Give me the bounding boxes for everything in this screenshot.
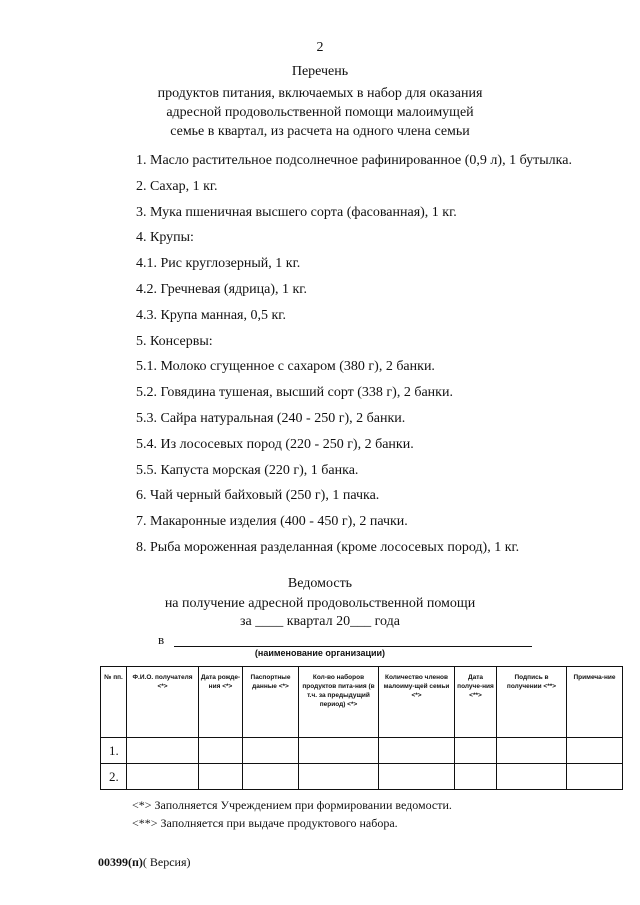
table-cell: 2. bbox=[101, 764, 127, 790]
column-header: Паспортные данные <*> bbox=[243, 667, 299, 738]
list-item: 6. Чай черный байховый (250 г), 1 пачка. bbox=[136, 488, 380, 504]
table-row bbox=[101, 764, 623, 790]
product-list bbox=[136, 152, 626, 565]
table-cell bbox=[567, 738, 623, 764]
list-item: 1. Масло растительное подсолнечное рафинированное (0,9 л), 1 бутылка. bbox=[136, 153, 572, 168]
table-cell bbox=[455, 738, 497, 764]
organization-caption: (наименование организации) bbox=[254, 648, 386, 658]
list-item: 8. Рыба мороженная разделанная (кроме лососевых пород), 1 кг. bbox=[136, 539, 520, 555]
table-cell bbox=[299, 764, 379, 790]
footnotes bbox=[132, 796, 452, 832]
list-subtitle-line: продуктов питания, включаемых в набор для оказания bbox=[157, 86, 483, 101]
list-item: 2. Сахар, 1 кг. bbox=[136, 178, 218, 194]
table-cell bbox=[199, 738, 243, 764]
list-title: Перечень bbox=[291, 64, 349, 79]
table-cell bbox=[243, 764, 299, 790]
statement-title: Ведомость bbox=[287, 576, 353, 591]
column-header: Примеча-ние bbox=[567, 667, 623, 738]
column-header: Подпись в получении <**> bbox=[497, 667, 567, 738]
column-header: Количество членов малоиму-щей семьи <*> bbox=[379, 667, 455, 738]
list-item: 5.4. Из лососевых пород (220 - 250 г), 2 банки. bbox=[136, 436, 414, 452]
column-header: № пп. bbox=[101, 667, 127, 738]
footnote: <**> Заполняется при выдаче продуктового набора. bbox=[132, 816, 398, 830]
statement-subtitle: на получение адресной продовольственной помощи bbox=[164, 596, 476, 611]
list-item: 4. Крупы: bbox=[136, 230, 194, 246]
table-cell bbox=[497, 764, 567, 790]
list-item: 3. Мука пшеничная высшего сорта (фасованная), 1 кг. bbox=[136, 204, 457, 220]
page-number: 2 bbox=[316, 40, 324, 55]
table-cell bbox=[567, 764, 623, 790]
organization-blank-line bbox=[174, 646, 532, 647]
document-code bbox=[98, 855, 191, 870]
document-version: ( Версия) bbox=[142, 855, 191, 869]
document-code-number: 00399(п) bbox=[98, 855, 143, 869]
table-cell bbox=[379, 738, 455, 764]
table-row bbox=[101, 738, 623, 764]
column-header: Кол-во наборов продуктов пита-ния (в т.ч. за предыдущий период) <*> bbox=[299, 667, 379, 738]
column-header: Дата получе-ния <**> bbox=[455, 667, 497, 738]
table-cell bbox=[127, 764, 199, 790]
list-item: 4.2. Гречневая (ядрица), 1 кг. bbox=[136, 281, 307, 297]
table-cell bbox=[455, 764, 497, 790]
list-item: 7. Макаронные изделия (400 - 450 г), 2 пачки. bbox=[136, 514, 408, 530]
table-cell bbox=[243, 738, 299, 764]
list-item: 5.1. Молоко сгущенное с сахаром (380 г), 2 банки. bbox=[136, 359, 435, 375]
table-cell: 1. bbox=[101, 738, 127, 764]
list-item: 5. Консервы: bbox=[136, 333, 213, 349]
list-item: 5.2. Говядина тушеная, высший сорт (338 г), 2 банки. bbox=[136, 385, 453, 401]
list-subtitle-line: адресной продовольственной помощи малоимущей bbox=[166, 105, 474, 120]
column-header: Дата рожде-ния <*> bbox=[199, 667, 243, 738]
list-item: 5.3. Сайра натуральная (240 - 250 г), 2 банки. bbox=[136, 410, 406, 426]
table-cell bbox=[379, 764, 455, 790]
table-header-row bbox=[101, 667, 623, 738]
statement-period: за ____ квартал 20___ года bbox=[240, 614, 400, 629]
table-cell bbox=[497, 738, 567, 764]
list-item: 4.3. Крупа манная, 0,5 кг. bbox=[136, 307, 286, 323]
table-cell bbox=[299, 738, 379, 764]
organization-prefix: в bbox=[158, 632, 165, 647]
column-header: Ф.И.О. получателя <*> bbox=[127, 667, 199, 738]
list-subtitle-line: семье в квартал, из расчета на одного члена семьи bbox=[170, 124, 470, 139]
table-cell bbox=[199, 764, 243, 790]
statement-table bbox=[100, 666, 623, 790]
table-cell bbox=[127, 738, 199, 764]
list-item: 4.1. Рис круглозерный, 1 кг. bbox=[136, 256, 301, 272]
footnote: <*> Заполняется Учреждением при формировании ведомости. bbox=[132, 798, 452, 812]
list-item: 5.5. Капуста морская (220 г), 1 банка. bbox=[136, 462, 359, 478]
